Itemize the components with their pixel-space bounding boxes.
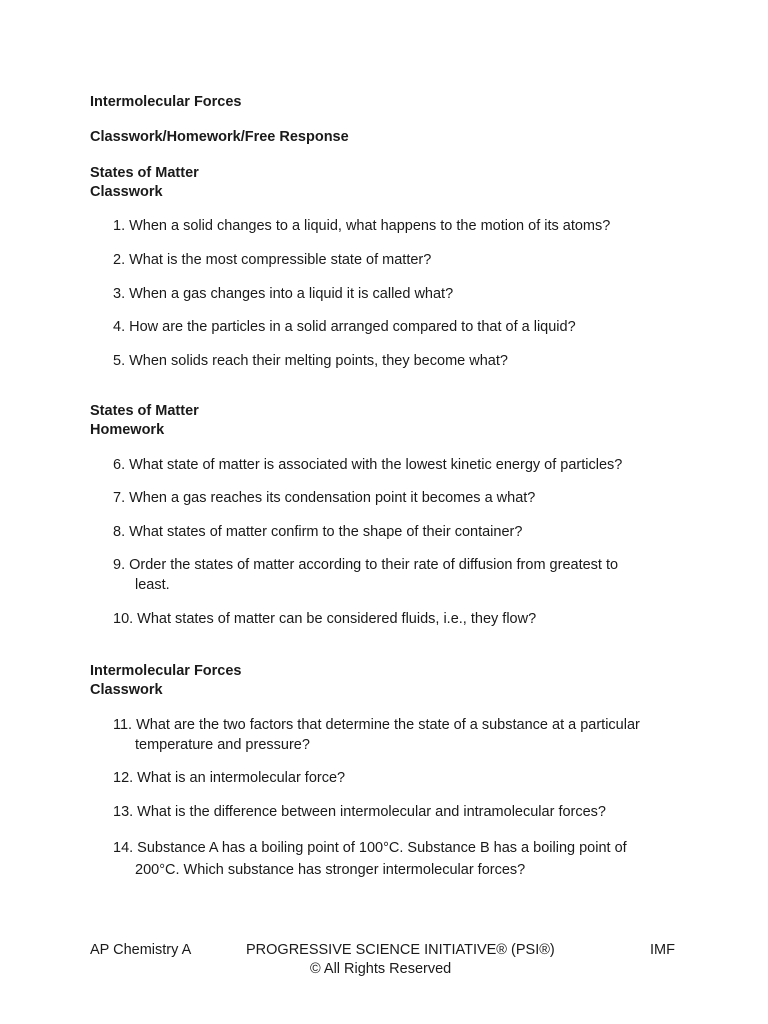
question-text: 14. Substance A has a boiling point of 100°C. Substance B has a boiling point of <box>113 840 627 856</box>
question-continuation: 200°C. Which substance has stronger intermolecular forces? <box>135 862 526 878</box>
section-heading-imf-classwork <box>90 662 242 699</box>
section-heading-states-homework <box>90 402 199 439</box>
question-item <box>113 555 673 595</box>
section-heading-line1: States of Matter <box>90 165 199 181</box>
footer-publisher <box>246 941 576 979</box>
document-subtitle: Classwork/Homework/Free Response <box>90 129 349 145</box>
section-heading-line2: Classwork <box>90 183 163 200</box>
question-item <box>113 837 673 881</box>
question-item: 5. When solids reach their melting points, they become what? <box>113 353 508 369</box>
document-title: Intermolecular Forces <box>90 94 242 110</box>
question-item: 10. What states of matter can be considered fluids, i.e., they flow? <box>113 611 537 627</box>
question-item: 6. What state of matter is associated with the lowest kinetic energy of particles? <box>113 457 623 473</box>
question-text: 11. What are the two factors that determine the state of a substance at a particular <box>113 717 640 733</box>
question-continuation: temperature and pressure? <box>135 737 310 753</box>
question-item <box>113 715 673 755</box>
question-item: 8. What states of matter confirm to the shape of their container? <box>113 524 523 540</box>
question-item: 1. When a solid changes to a liquid, what happens to the motion of its atoms? <box>113 218 611 234</box>
question-item: 3. When a gas changes into a liquid it is called what? <box>113 286 454 302</box>
question-continuation: least. <box>135 577 170 593</box>
question-item: 12. What is an intermolecular force? <box>113 770 346 786</box>
question-item: 13. What is the difference between intermolecular and intramolecular forces? <box>113 804 606 820</box>
question-item: 7. When a gas reaches its condensation point it becomes a what? <box>113 490 536 506</box>
question-item: 2. What is the most compressible state of matter? <box>113 252 432 268</box>
section-heading-line1: Intermolecular Forces <box>90 663 242 679</box>
section-heading-states-classwork <box>90 164 199 201</box>
footer-unit: IMF <box>650 942 675 958</box>
question-text: 9. Order the states of matter according to their rate of diffusion from greatest to <box>113 557 619 573</box>
section-heading-line2: Classwork <box>90 681 163 698</box>
section-heading-line1: States of Matter <box>90 403 199 419</box>
footer-publisher-name: PROGRESSIVE SCIENCE INITIATIVE® (PSI®) <box>246 942 555 958</box>
section-heading-line2: Homework <box>90 421 165 438</box>
footer-course: AP Chemistry A <box>90 942 192 958</box>
question-item: 4. How are the particles in a solid arranged compared to that of a liquid? <box>113 319 576 335</box>
footer-copyright: © All Rights Reserved <box>310 961 452 977</box>
